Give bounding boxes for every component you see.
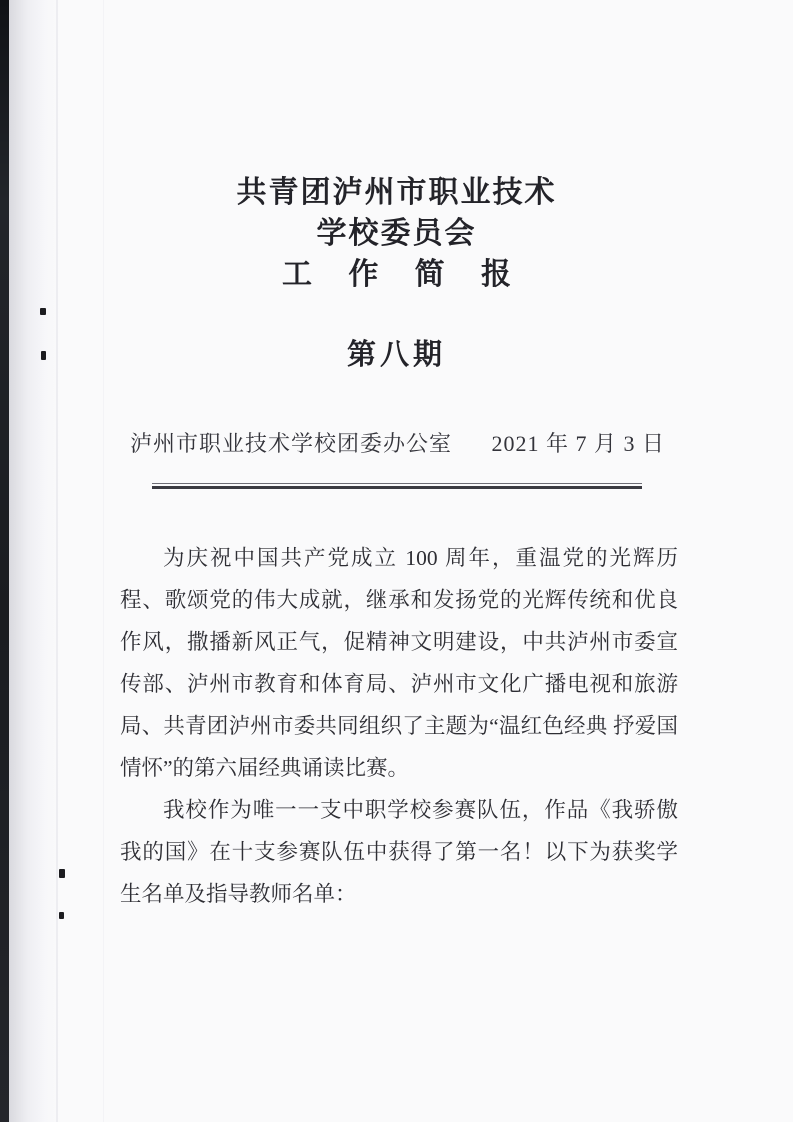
scan-binding-edge <box>0 0 9 1122</box>
header-divider-rule <box>152 483 642 489</box>
scan-streak <box>103 0 104 1122</box>
document-body <box>120 537 678 915</box>
body-paragraph-1: 为庆祝中国共产党成立 100 周年，重温党的光辉历程、歌颂党的伟大成就，继承和发扬党的光辉传统和优良作风，撒播新风正气，促精神文明建设，中共泸州市委宣传部、泸州市教育和体育局、泸州市文化广播电视和旅游局、共青团泸州市委共同组织了主题为“温红色经典 抒爱国情怀”的第六届经典诵读比赛。 <box>120 546 678 780</box>
scan-speck <box>40 308 46 315</box>
byline-row <box>130 427 665 458</box>
document-title-line-3: 工 作 简 报 <box>281 258 525 291</box>
issue-date: 2021 年 7 月 3 日 <box>491 431 665 456</box>
scan-speck <box>59 869 65 878</box>
issuing-office: 泸州市职业技术学校团委办公室 <box>130 431 453 456</box>
document-title <box>0 172 793 295</box>
document-title-line-1: 共青团泸州市职业技术 <box>236 176 557 209</box>
issue-number: 第八期 <box>346 339 446 371</box>
document-title-line-2: 学校委员会 <box>316 217 477 250</box>
scan-streak <box>56 0 58 1122</box>
scan-edge-shadow <box>9 0 61 1122</box>
scan-speck <box>59 912 64 919</box>
body-paragraph-2: 我校作为唯一一支中职学校参赛队伍，作品《我骄傲我的国》在十支参赛队伍中获得了第一名！以下为获奖学生名单及指导教师名单： <box>120 798 678 906</box>
